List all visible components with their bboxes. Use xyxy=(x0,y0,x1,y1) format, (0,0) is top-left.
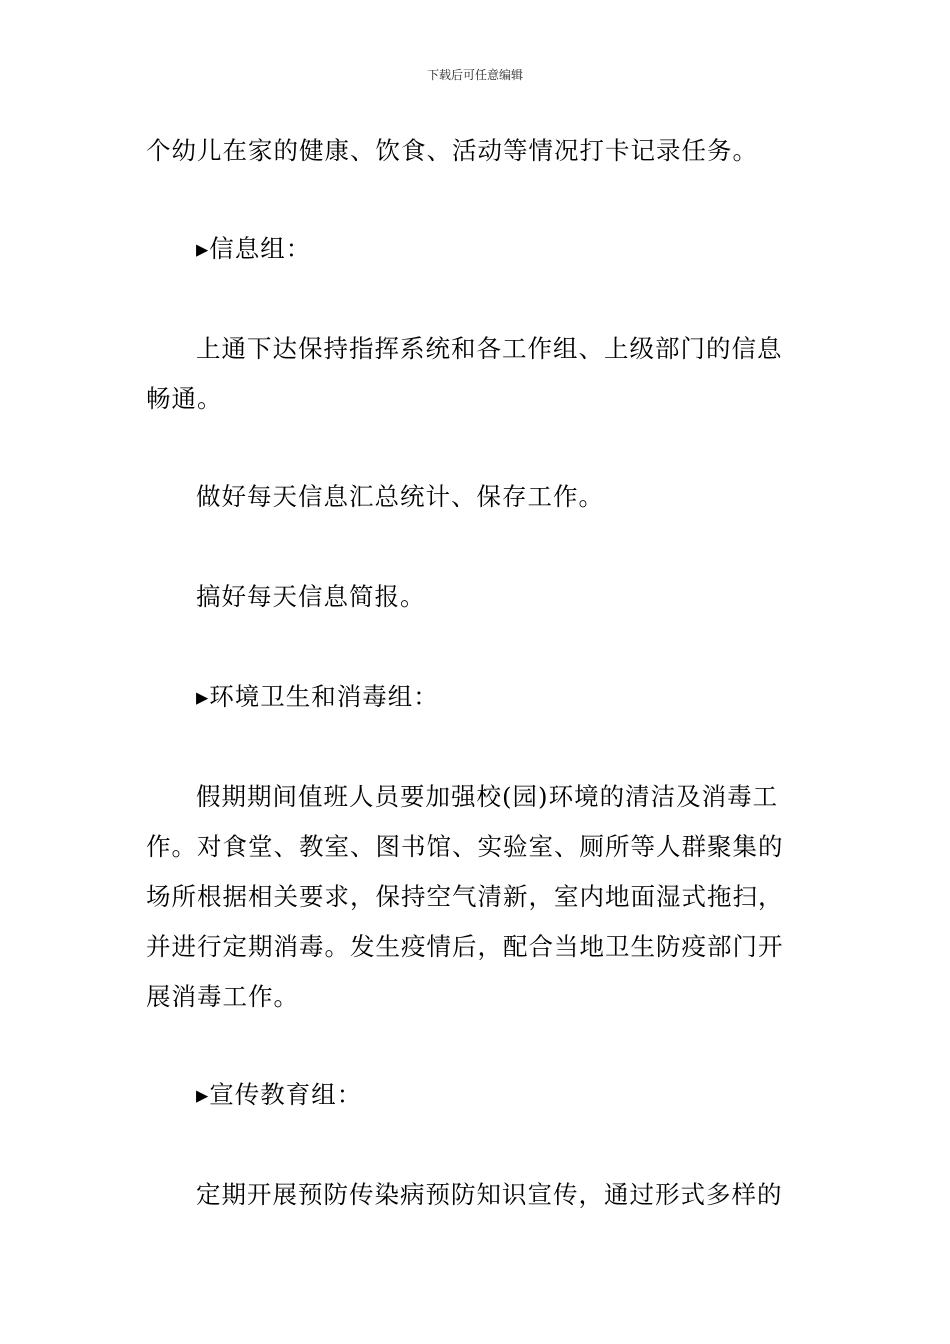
body-line: 定期开展预防传染病预防知识宣传，通过形式多样的 xyxy=(196,1180,783,1209)
section-heading-info: ▸信息组： xyxy=(196,234,312,263)
body-line: 个幼儿在家的健康、饮食、活动等情况打卡记录任务。 xyxy=(146,136,758,165)
body-line: 场所根据相关要求，保持空气清新，室内地面湿式拖扫， xyxy=(146,882,784,911)
section-heading-publicity: ▸宣传教育组： xyxy=(196,1080,363,1109)
body-line: 作。对食堂、教室、图书馆、实验室、厕所等人群聚集的 xyxy=(146,832,784,861)
body-line: 搞好每天信息简报。 xyxy=(196,582,426,611)
body-line: 假期期间值班人员要加强校(园)环境的清洁及消毒工 xyxy=(196,782,779,811)
page-header: 下载后可任意编辑 xyxy=(426,68,523,82)
body-line: 畅通。 xyxy=(146,384,223,413)
body-line: 做好每天信息汇总统计、保存工作。 xyxy=(196,482,604,511)
body-line: 并进行定期消毒。发生疫情后，配合当地卫生防疫部门开 xyxy=(146,932,784,961)
body-line: 展消毒工作。 xyxy=(146,982,299,1011)
section-heading-hygiene: ▸环境卫生和消毒组： xyxy=(196,682,439,711)
body-line: 上通下达保持指挥系统和各工作组、上级部门的信息 xyxy=(196,334,783,363)
